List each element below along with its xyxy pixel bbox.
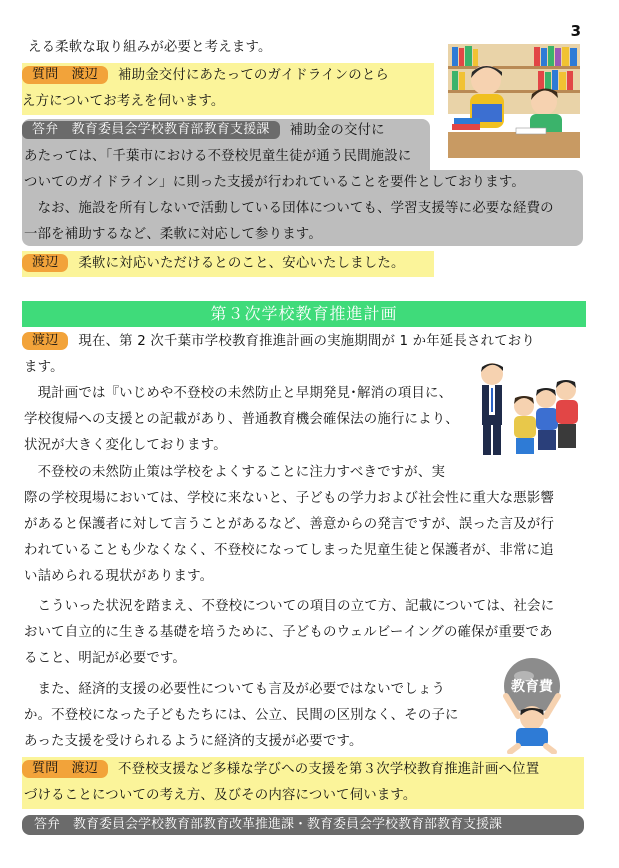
body-line-11: こういった状況を踏まえ、不登校についての項目の立て方、記載については、社会に [24,599,555,614]
body-line-3: 現計画では『いじめや不登校の未然防止と早期発見･解消の項目に、 [24,386,453,401]
body-line-8: があると保護者に対して言うことがあるなど、善意からの発言ですが、誤った言及が行 [24,517,555,532]
education-cost-illustration [484,656,580,754]
question-1-line2: え方についてお考えを伺います。 [22,94,225,109]
body-line-12: おいて自立的に生きる基礎を培うために、子どものウェルビーイングの確保が重要であ [24,625,553,640]
section-title: 第３次学校教育推進計画 [22,301,586,327]
body-line-6: 不登校の未然防止策は学校をよくすることに注力すべきですが、実 [24,465,446,480]
body-line-10: い詰められる現状があります。 [24,569,214,584]
speaker-tag: 渡辺 [22,254,68,272]
answer-1-line2: あたっては、「千葉市における不登校児童生徒が通う民間施設に [24,149,412,164]
education-cost-label: 教育費 [511,679,553,695]
answer-2-bar: 答弁 教育委員会学校教育部教育改革推進課・教育委員会学校教育部教育支援課 [22,815,584,835]
answer-1-line1: 答弁 教育委員会学校教育部教育支援課 補助金の交付に [22,118,385,144]
response-1: 渡辺 柔軟に対応いただけるとのこと、安心いたしました。 [22,251,405,277]
library-reading-illustration [446,42,582,160]
body-line-5: 状況が大きく変化しております。 [24,438,227,453]
answer-1-line4: なお、施設を所有しないで活動している団体についても、学習支援等に必要な経費の [24,201,554,216]
teacher-and-children-illustration [470,358,582,464]
intro-line: える柔軟な取り組みが必要と考えます。 [28,40,272,55]
question-2-line1: 質問 渡辺 不登校支援など多様な学びへの支援を第３次学校教育推進計画へ位置 [22,757,539,783]
body-line-15: か。不登校になった子どもたちには、公立、民間の区別なく、その子に [24,708,459,723]
question-1-line1: 質問 渡辺 補助金交付にあたってのガイドラインのとら [22,63,389,89]
body-line-2: ます。 [24,360,64,375]
question-tag: 質問 渡辺 [22,66,108,84]
answer-1-line5: 一部を補助するなど、柔軟に対応して参ります。 [24,227,322,242]
answer-1-line3: ついてのガイドライン」に則った支援が行われていることを要件としております。 [24,175,525,190]
question-tag: 質問 渡辺 [22,760,108,778]
question-2-line2: づけることについての考え方、及びその内容について伺います。 [24,788,417,803]
speaker-tag: 渡辺 [22,332,68,350]
body-line-1: 渡辺 現在、第 2 次千葉市学校教育推進計画の実施期間が 1 か年延長されており [22,329,535,355]
page-number: 3 [570,22,581,40]
answer-tag: 答弁 教育委員会学校教育部教育支援課 [22,121,280,139]
body-line-9: われていることも少なくなく、不登校になってしまった児童生徒と保護者が、非常に追 [24,543,554,558]
body-line-13: ること、明記が必要です。 [24,651,187,666]
body-line-7: 際の学校現場においては、学校に来ないと、子どもの学力および社会性に重大な悪影響 [24,491,555,506]
body-line-4: 学校復帰への支援との記載があり、普通教育機会確保法の施行により、 [24,412,459,427]
body-line-14: また、経済的支援の必要性についても言及が必要ではないでしょう [24,682,446,697]
body-line-16: あった支援を受けられるように経済的支援が必要です。 [24,734,363,749]
